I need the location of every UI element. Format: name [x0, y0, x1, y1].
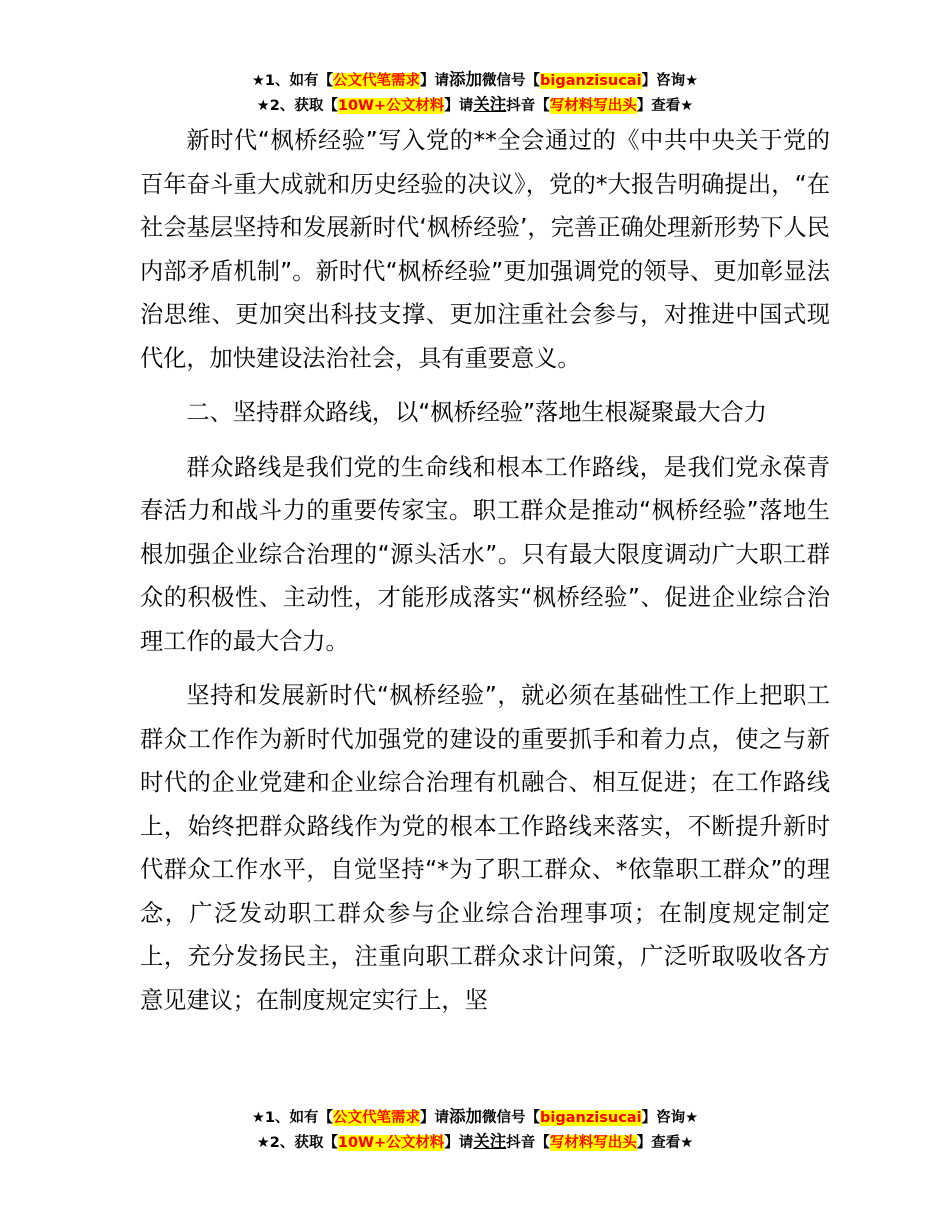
- highlight-materials: 10W+公文材料: [337, 1135, 445, 1151]
- banner-text: ★2、获取【: [256, 1135, 338, 1151]
- highlight-ghostwriting: 公文代笔需求: [333, 73, 421, 89]
- section-heading: 二、坚持群众路线，以“枫桥经验”落地生根凝聚最大合力: [186, 399, 767, 426]
- highlight-wechat-id: biganzisucai: [540, 1110, 642, 1126]
- highlight-douyin: 写材料写出头: [549, 98, 637, 114]
- banner-emphasis-follow: 关注: [473, 1132, 507, 1151]
- paragraph: 群众路线是我们党的生命线和根本工作路线，是我们党永葆青春活力和战斗力的重要传家宝。职工群众是推动“枫桥经验”落地生根加强企业综合治理的“源头活水”。只有最大限度调动广大职工群众的积极性、主动性，才能形成落实“枫桥经验”、促进企业综合治理工作的最大合力。: [140, 453, 830, 655]
- banner-text: 抖音【: [506, 98, 550, 114]
- banner-text: 】请: [420, 73, 450, 89]
- banner-text: ★2、获取【: [256, 98, 338, 114]
- banner-line-2: [0, 93, 950, 118]
- banner-text: ★1、如有【: [251, 1110, 334, 1126]
- banner-text: ★1、如有【: [251, 73, 334, 89]
- banner-line-1: [0, 1105, 950, 1130]
- banner-text: 】请: [420, 1110, 450, 1126]
- highlight-ghostwriting: 公文代笔需求: [333, 1110, 421, 1126]
- banner-text: 】请: [444, 98, 474, 114]
- banner-text: 】查看★: [636, 98, 694, 114]
- banner-emphasis-add: 添加: [449, 1107, 483, 1126]
- document-body: [140, 119, 830, 1033]
- banner-text: 】请: [444, 1135, 474, 1151]
- banner-text: 微信号【: [482, 73, 541, 89]
- banner-emphasis-follow: 关注: [473, 95, 507, 114]
- banner-line-2: [0, 1130, 950, 1155]
- highlight-materials: 10W+公文材料: [337, 98, 445, 114]
- header-banner: [0, 68, 950, 118]
- banner-line-1: [0, 68, 950, 93]
- banner-text: 】咨询★: [641, 1110, 699, 1126]
- highlight-wechat-id: biganzisucai: [540, 73, 642, 89]
- footer-banner: [0, 1105, 950, 1155]
- banner-text: 】咨询★: [641, 73, 699, 89]
- banner-text: 抖音【: [506, 1135, 550, 1151]
- banner-text: 微信号【: [482, 1110, 541, 1126]
- banner-emphasis-add: 添加: [449, 70, 483, 89]
- highlight-douyin: 写材料写出头: [549, 1135, 637, 1151]
- paragraph: 坚持和发展新时代“枫桥经验”，就必须在基础性工作上把职工群众工作作为新时代加强党的建设的重要抓手和着力点，使之与新时代的企业党建和企业综合治理有机融合、相互促进；在工作路线上，始终把群众路线作为党的根本工作路线来落实，不断提升新时代群众工作水平，自觉坚持“*为了职工群众、*依靠职工群众”的理念，广泛发动职工群众参与企业综合治理事项；在制度规定制定上，充分发扬民主，注重向职工群众求计问策，广泛听取吸收各方意见建议；在制度规定实行上，坚: [140, 682, 830, 1014]
- paragraph: 新时代“枫桥经验”写入党的**全会通过的《中共中央关于党的百年奋斗重大成就和历史经验的决议》，党的*大报告明确提出，“在社会基层坚持和发展新时代‘枫桥经验’，完善正确处理新形势下人民内部矛盾机制”。新时代“枫桥经验”更加强调党的领导、更加彰显法治思维、更加突出科技支撑、更加注重社会参与，对推进中国式现代化，加快建设法治社会，具有重要意义。: [140, 127, 830, 372]
- banner-text: 】查看★: [636, 1135, 694, 1151]
